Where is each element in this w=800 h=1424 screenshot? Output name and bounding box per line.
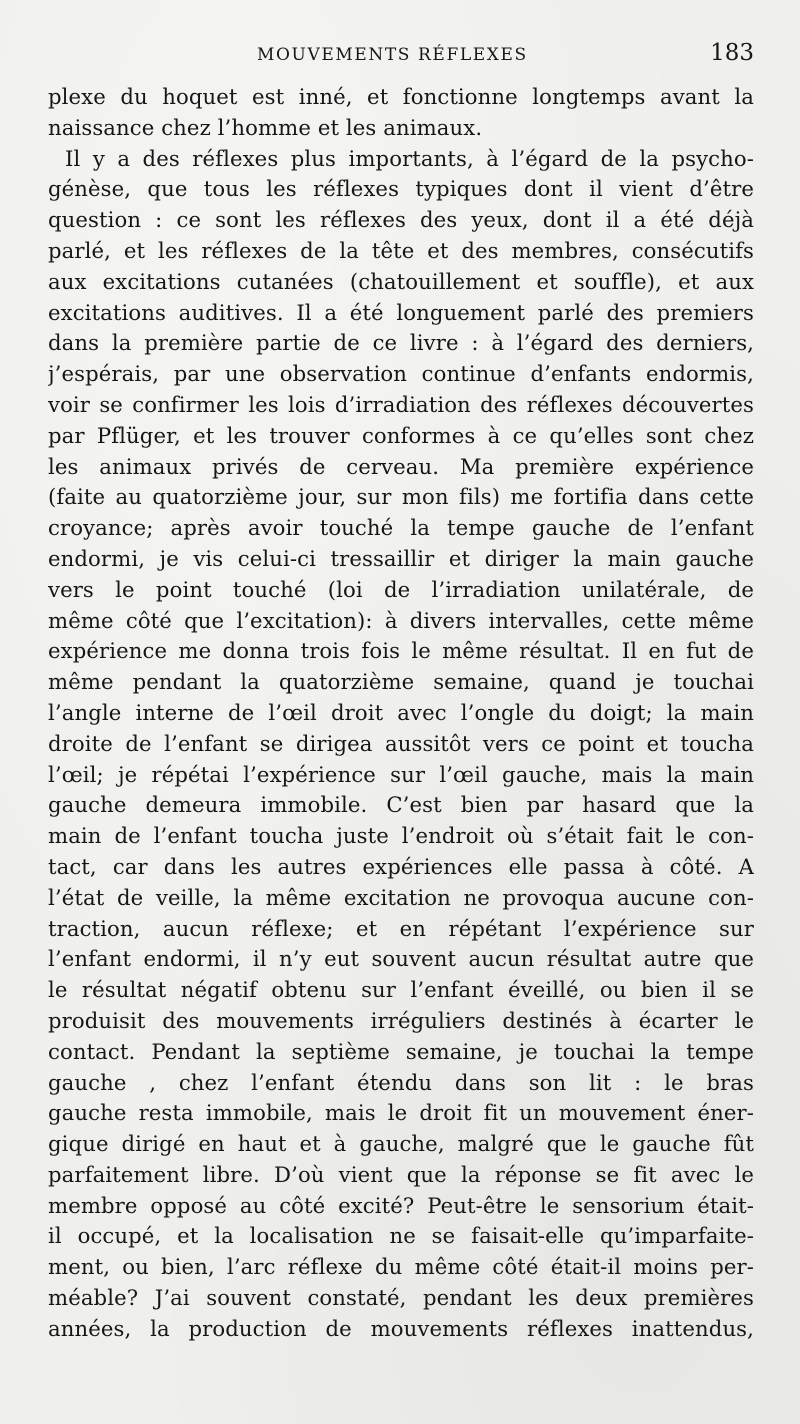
text-line: l’enfant endormi, il n’y eut souvent aucun résultat autre que [48, 946, 754, 972]
text-line: j’espérais, par une observation continue d’enfants endormis, [48, 361, 754, 387]
text-line: génèse, que tous les réflexes typiques dont il vient d’être [48, 176, 754, 202]
text-line: Il y a des réflexes plus importants, à l’égard de la psycho- [65, 145, 754, 171]
text-line: traction, aucun réflexe; et en répétant l’expérience sur [48, 915, 754, 941]
text-line: vers le point touché (loi de l’irradiation unilatérale, de [48, 576, 754, 602]
text-line: aux excitations cutanées (chatouillement et souffle), et aux [48, 268, 754, 294]
text-line: excitations auditives. Il a été longuement parlé des premiers [48, 299, 754, 325]
text-line: parfaitement libre. D’où vient que la réponse se fit avec le [48, 1161, 754, 1187]
text-line: naissance chez l’homme et les animaux. [48, 114, 483, 140]
text-line: contact. Pendant la septième semaine, je touchai la tempe [48, 1038, 754, 1064]
text-line: croyance; après avoir touché la tempe gauche de l’enfant [48, 515, 754, 541]
text-line: gauche resta immobile, mais le droit fit un mouvement éner- [48, 1100, 754, 1126]
text-line: voir se confirmer les lois d’irradiation des réflexes découvertes [48, 391, 754, 417]
text-line: l’état de veille, la même excitation ne provoqua aucune con- [48, 884, 754, 910]
text-line: le résultat négatif obtenu sur l’enfant éveillé, ou bien il se [48, 977, 754, 1003]
page-number: 183 [710, 40, 754, 66]
text-line: membre opposé au côté excité? Peut-être le sensorium était- [48, 1192, 754, 1218]
text-line: il occupé, et la localisation ne se faisait-elle qu’imparfaite- [48, 1223, 754, 1249]
text-line: produisit des mouvements irréguliers destinés à écarter le [48, 1007, 754, 1033]
text-line: ment, ou bien, l’arc réflexe du même côté était-il moins per- [48, 1254, 754, 1280]
text-line: l’œil; je répétai l’expérience sur l’œil gauche, mais la main [48, 761, 754, 787]
text-line: gauche , chez l’enfant étendu dans son lit : le bras [48, 1069, 754, 1095]
page-header [48, 40, 754, 74]
text-line: question : ce sont les réflexes des yeux, dont il a été déjà [48, 207, 754, 233]
text-line: main de l’enfant toucha juste l’endroit où s’était fait le con- [48, 823, 754, 849]
text-line: expérience me donna trois fois le même résultat. Il en fut de [48, 638, 754, 664]
text-line: (faite au quatorzième jour, sur mon fils) me fortifia dans cette [48, 484, 754, 510]
text-line: droite de l’enfant se dirigea aussitôt vers ce point et toucha [48, 730, 754, 756]
text-line: l’angle interne de l’œil droit avec l’ongle du doigt; la main [48, 699, 754, 725]
text-line: endormi, je vis celui-ci tressaillir et diriger la main gauche [48, 545, 754, 571]
text-line: plexe du hoquet est inné, et fonctionne longtemps avant la [48, 84, 754, 109]
text-line: les animaux privés de cerveau. Ma première expérience [48, 453, 754, 479]
text-line: méable? J’ai souvent constaté, pendant les deux premières [48, 1285, 754, 1311]
text-line: tact, car dans les autres expériences elle passa à côté. A [48, 853, 754, 879]
text-line: parlé, et les réflexes de la tête et des membres, consécutifs [48, 237, 754, 263]
text-line: même pendant la quatorzième semaine, quand je touchai [48, 669, 754, 695]
text-line: années, la production de mouvements réflexes inattendus, [48, 1315, 754, 1341]
text-line: gique dirigé en haut et à gauche, malgré que le gauche fût [48, 1131, 754, 1157]
text-line: par Pflüger, et les trouver conformes à ce qu’elles sont chez [48, 422, 754, 448]
text-line: même côté que l’excitation): à divers intervalles, cette même [48, 607, 754, 633]
body-text [48, 82, 754, 1345]
running-head: MOUVEMENTS RÉFLEXES [257, 45, 528, 65]
text-line: gauche demeura immobile. C’est bien par hasard que la [48, 792, 754, 818]
text-line: dans la première partie de ce livre : à l’égard des derniers, [48, 330, 754, 356]
